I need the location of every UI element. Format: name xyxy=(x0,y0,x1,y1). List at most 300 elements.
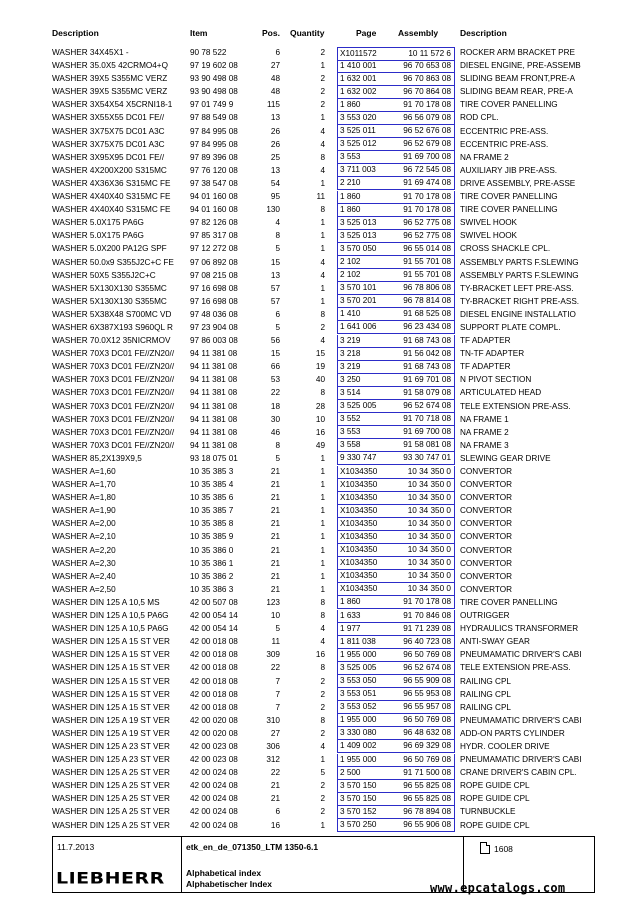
cell-item-number: 42 00 018 08 xyxy=(190,676,238,686)
page-link[interactable]: 1 632 001 xyxy=(337,73,398,86)
assembly-link[interactable]: 96 70 864 08 xyxy=(395,86,455,99)
cell-position: 115 xyxy=(266,100,280,110)
cell-item-number: 94 11 381 08 xyxy=(190,401,238,411)
cell-item-number: 10 35 385 9 xyxy=(190,532,234,542)
cell-position: 21 xyxy=(270,506,280,516)
table-row xyxy=(0,504,640,517)
cell-description: WASHER A=2,50 xyxy=(52,584,116,594)
assembly-link[interactable]: 91 69 701 08 xyxy=(395,374,455,387)
table-row xyxy=(0,557,640,570)
table-row xyxy=(0,740,640,753)
cell-item-number: 94 11 381 08 xyxy=(190,414,238,424)
assembly-link[interactable]: 10 34 350 0 xyxy=(395,583,455,596)
cell-position: 48 xyxy=(270,87,280,97)
table-row xyxy=(0,753,640,766)
assembly-link[interactable]: 10 34 350 0 xyxy=(395,570,455,583)
cell-description: WASHER DIN 125 A 10,5 PA6G xyxy=(52,624,169,634)
cell-description: WASHER A=2,10 xyxy=(52,532,116,542)
cell-item-number: 97 19 602 08 xyxy=(190,61,238,71)
assembly-link[interactable]: 96 78 814 08 xyxy=(395,295,455,308)
cell-position: 26 xyxy=(270,126,280,136)
page-link[interactable]: 1 410 001 xyxy=(337,60,398,73)
page-link[interactable]: X1034350 xyxy=(337,492,398,505)
assembly-link[interactable]: 93 30 747 01 xyxy=(395,452,455,465)
cell-item-number: 42 00 507 08 xyxy=(190,597,238,607)
cell-position: 15 xyxy=(270,349,280,359)
cell-description: WASHER 70X3 DC01 FE//ZN20// xyxy=(52,440,175,450)
page-link[interactable]: 3 553 051 xyxy=(337,688,398,701)
assembly-link[interactable]: 10 34 350 0 xyxy=(395,466,455,479)
cell-description: WASHER DIN 125 A 10,5 MS xyxy=(52,597,160,607)
cell-item-number: 42 00 018 08 xyxy=(190,689,238,699)
assembly-link[interactable]: 96 52 674 08 xyxy=(395,400,455,413)
cell-description: WASHER 5.0X175 PA6G xyxy=(52,231,144,241)
cell-quantity: 1 xyxy=(320,61,325,71)
cell-description: WASHER DIN 125 A 15 ST VER xyxy=(52,689,170,699)
assembly-link[interactable]: 91 58 081 08 xyxy=(395,439,455,452)
cell-quantity: 1 xyxy=(320,755,325,765)
table-row xyxy=(0,819,640,832)
cell-position: 27 xyxy=(270,61,280,71)
cell-position: 123 xyxy=(266,597,280,607)
page-link[interactable]: 1 641 006 xyxy=(337,321,398,334)
cell-position: 48 xyxy=(270,74,280,84)
table-row xyxy=(0,295,640,308)
cell-item-number: 97 48 036 08 xyxy=(190,309,238,319)
table-row xyxy=(0,98,640,111)
footer-title-german: Alphabetischer Index xyxy=(186,879,272,889)
page-link[interactable]: X1034350 xyxy=(337,466,398,479)
cell-quantity: 2 xyxy=(320,322,325,332)
table-row xyxy=(0,661,640,674)
assembly-link[interactable]: 91 70 178 08 xyxy=(395,204,455,217)
cell-quantity: 2 xyxy=(320,48,325,57)
cell-quantity: 2 xyxy=(320,702,325,712)
cell-quantity: 28 xyxy=(315,401,325,411)
cell-assembly-description: ROPE GUIDE CPL xyxy=(460,781,530,791)
cell-assembly-description: TIRE COVER PANELLING xyxy=(460,597,558,607)
cell-quantity: 4 xyxy=(320,257,325,267)
table-row xyxy=(0,151,640,164)
page-link[interactable]: 3 570 152 xyxy=(337,806,398,819)
cell-item-number: 10 35 386 1 xyxy=(190,558,234,568)
cell-assembly-description: CONVERTOR xyxy=(460,506,513,516)
assembly-link[interactable]: 96 55 909 08 xyxy=(395,675,455,688)
table-row xyxy=(0,334,640,347)
assembly-link[interactable]: 91 55 701 08 xyxy=(395,269,455,282)
cell-description: WASHER 70.0X12 35NICRMOV xyxy=(52,336,171,346)
page-link[interactable]: 3 525 005 xyxy=(337,662,398,675)
cell-item-number: 97 86 003 08 xyxy=(190,336,238,346)
cell-assembly-description: RAILING CPL xyxy=(460,676,511,686)
page-link[interactable]: X1034350 xyxy=(337,479,398,492)
cell-item-number: 42 00 018 08 xyxy=(190,702,238,712)
table-row xyxy=(0,111,640,124)
cell-position: 21 xyxy=(270,545,280,555)
page-link[interactable]: 3 553 050 xyxy=(337,675,398,688)
cell-item-number: 10 35 385 8 xyxy=(190,519,234,529)
table-row xyxy=(0,622,640,635)
cell-position: 5 xyxy=(275,322,280,332)
assembly-link[interactable]: 96 48 632 08 xyxy=(395,727,455,740)
cell-assembly-description: ROPE GUIDE CPL xyxy=(460,794,530,804)
page-link[interactable]: 1 409 002 xyxy=(337,740,398,753)
cell-item-number: 94 11 381 08 xyxy=(190,375,238,385)
page-link[interactable]: 3 219 xyxy=(337,335,398,348)
table-row xyxy=(0,596,640,609)
cell-description: WASHER DIN 125 A 23 ST VER xyxy=(52,741,170,751)
cell-assembly-description: RAILING CPL xyxy=(460,689,511,699)
page-link[interactable]: 3 711 003 xyxy=(337,164,398,177)
cell-item-number: 10 35 385 7 xyxy=(190,506,234,516)
table-row xyxy=(0,570,640,583)
page-link[interactable]: X1034350 xyxy=(337,505,398,518)
cell-description: WASHER 4X40X40 S315MC FE xyxy=(52,192,171,202)
page-link[interactable]: 3 570 150 xyxy=(337,780,398,793)
table-row xyxy=(0,360,640,373)
cell-position: 15 xyxy=(270,257,280,267)
cell-item-number: 97 38 547 08 xyxy=(190,178,238,188)
cell-item-number: 93 90 498 08 xyxy=(190,74,238,84)
cell-quantity: 1 xyxy=(320,296,325,306)
cell-position: 7 xyxy=(275,676,280,686)
table-row xyxy=(0,256,640,269)
assembly-link[interactable]: 10 34 350 0 xyxy=(395,531,455,544)
table-row xyxy=(0,805,640,818)
cell-assembly-description: ARTICULATED HEAD xyxy=(460,388,542,398)
cell-assembly-description: CONVERTOR xyxy=(460,532,513,542)
cell-item-number: 42 00 023 08 xyxy=(190,755,238,765)
assembly-link[interactable]: 96 55 014 08 xyxy=(395,243,455,256)
cell-position: 6 xyxy=(275,48,280,57)
cell-description: WASHER DIN 125 A 10,5 PA6G xyxy=(52,611,169,621)
assembly-link[interactable]: 96 70 653 08 xyxy=(395,60,455,73)
cell-item-number: 97 08 215 08 xyxy=(190,270,238,280)
page-link[interactable]: 3 553 052 xyxy=(337,701,398,714)
table-row xyxy=(0,125,640,138)
cell-position: 7 xyxy=(275,689,280,699)
cell-assembly-description: TIRE COVER PANELLING xyxy=(460,192,558,202)
assembly-link[interactable]: 96 72 545 08 xyxy=(395,164,455,177)
cell-position: 21 xyxy=(270,480,280,490)
table-row xyxy=(0,727,640,740)
table-row xyxy=(0,242,640,255)
cell-assembly-description: OUTRIGGER xyxy=(460,611,510,621)
page-link[interactable]: 3 514 xyxy=(337,387,398,400)
watermark-url: www.epcatalogs.com xyxy=(430,881,566,895)
cell-item-number: 10 35 385 3 xyxy=(190,467,234,476)
page-link[interactable]: 3 553 xyxy=(337,426,398,439)
assembly-link[interactable]: 96 55 825 08 xyxy=(395,780,455,793)
cell-description: WASHER 39X5 S355MC VERZ xyxy=(52,74,168,84)
assembly-link[interactable]: 91 69 700 08 xyxy=(395,151,455,164)
table-row xyxy=(0,138,640,151)
cell-position: 22 xyxy=(270,663,280,673)
cell-item-number: 42 00 024 08 xyxy=(190,807,238,817)
assembly-link[interactable]: 91 55 701 08 xyxy=(395,256,455,269)
assembly-link[interactable]: 91 70 178 08 xyxy=(395,191,455,204)
assembly-link[interactable]: 91 68 525 08 xyxy=(395,308,455,321)
cell-description: WASHER DIN 125 A 25 ST VER xyxy=(52,781,170,791)
cell-quantity: 1 xyxy=(320,584,325,594)
assembly-link[interactable]: 10 34 350 0 xyxy=(395,544,455,557)
cell-position: 10 xyxy=(270,611,280,621)
page-link[interactable]: 3 553 xyxy=(337,151,398,164)
page-link[interactable]: 3 219 xyxy=(337,361,398,374)
table-row xyxy=(0,452,640,465)
assembly-link[interactable]: 96 69 329 08 xyxy=(395,740,455,753)
cell-quantity: 1 xyxy=(320,545,325,555)
cell-position: 22 xyxy=(270,388,280,398)
page-link[interactable]: 3 250 xyxy=(337,374,398,387)
assembly-link[interactable]: 91 70 846 08 xyxy=(395,610,455,623)
cell-description: WASHER A=1,60 xyxy=(52,467,116,476)
cell-item-number: 97 76 120 08 xyxy=(190,165,238,175)
page-link[interactable]: 3 570 201 xyxy=(337,295,398,308)
page-link[interactable]: 2 102 xyxy=(337,256,398,269)
cell-position: 8 xyxy=(275,440,280,450)
page-link[interactable]: 2 210 xyxy=(337,177,398,190)
assembly-link[interactable]: 96 50 769 08 xyxy=(395,649,455,662)
page-link[interactable]: X1034350 xyxy=(337,570,398,583)
footer-title-english: Alphabetical index xyxy=(186,868,262,878)
cell-item-number: 10 35 385 4 xyxy=(190,480,234,490)
page-link[interactable]: 1 633 xyxy=(337,610,398,623)
cell-position: 56 xyxy=(270,336,280,346)
cell-assembly-description: NA FRAME 2 xyxy=(460,427,509,437)
assembly-link[interactable]: 10 34 350 0 xyxy=(395,557,455,570)
cell-item-number: 42 00 018 08 xyxy=(190,663,238,673)
assembly-link[interactable]: 96 55 953 08 xyxy=(395,688,455,701)
table-row xyxy=(0,426,640,439)
assembly-link[interactable]: 96 70 863 08 xyxy=(395,73,455,86)
assembly-link[interactable]: 10 11 572 6 xyxy=(395,47,455,61)
assembly-link[interactable]: 96 52 679 08 xyxy=(395,138,455,151)
assembly-link[interactable]: 96 55 906 08 xyxy=(395,819,455,832)
cell-position: 4 xyxy=(275,218,280,228)
page-link[interactable]: 1 811 038 xyxy=(337,636,398,649)
assembly-link[interactable]: 96 52 775 08 xyxy=(395,230,455,243)
cell-description: WASHER 5.0X175 PA6G xyxy=(52,218,144,228)
assembly-link[interactable]: 96 52 674 08 xyxy=(395,662,455,675)
page-link[interactable]: X1011572 xyxy=(337,47,398,61)
page-link[interactable]: 1 977 xyxy=(337,623,398,636)
cell-assembly-description: DIESEL ENGINE INSTALLATIO xyxy=(460,309,576,319)
cell-assembly-description: CONVERTOR xyxy=(460,519,513,529)
page-link[interactable]: 3 570 050 xyxy=(337,243,398,256)
cell-description: WASHER 70X3 DC01 FE//ZN20// xyxy=(52,401,175,411)
assembly-link[interactable]: 91 56 042 08 xyxy=(395,348,455,361)
page-link[interactable]: 3 525 012 xyxy=(337,138,398,151)
cell-position: 312 xyxy=(266,755,280,765)
cell-position: 22 xyxy=(270,768,280,778)
assembly-link[interactable]: 91 68 743 08 xyxy=(395,361,455,374)
cell-quantity: 15 xyxy=(315,349,325,359)
page-link[interactable]: 2 102 xyxy=(337,269,398,282)
cell-quantity: 4 xyxy=(320,270,325,280)
page-link[interactable]: 3 525 013 xyxy=(337,230,398,243)
cell-assembly-description: CONVERTOR xyxy=(460,558,513,568)
cell-quantity: 4 xyxy=(320,637,325,647)
table-row xyxy=(0,792,640,805)
cell-position: 18 xyxy=(270,401,280,411)
cell-quantity: 2 xyxy=(320,74,325,84)
page-link[interactable]: 3 218 xyxy=(337,348,398,361)
cell-quantity: 1 xyxy=(320,178,325,188)
cell-description: WASHER A=1,80 xyxy=(52,493,116,503)
table-row xyxy=(0,308,640,321)
cell-position: 21 xyxy=(270,519,280,529)
assembly-link[interactable]: 96 23 434 08 xyxy=(395,321,455,334)
assembly-link[interactable]: 96 40 723 08 xyxy=(395,636,455,649)
cell-assembly-description: TY-BRACKET RIGHT PRE-ASS. xyxy=(460,296,580,306)
cell-position: 46 xyxy=(270,427,280,437)
page-link[interactable]: 3 570 250 xyxy=(337,819,398,832)
cell-assembly-description: CONVERTOR xyxy=(460,545,513,555)
cell-assembly-description: TELE EXTENSION PRE-ASS. xyxy=(460,663,571,673)
page-link[interactable]: 1 955 000 xyxy=(337,714,398,727)
cell-position: 26 xyxy=(270,139,280,149)
page-link[interactable]: 9 330 747 xyxy=(337,452,398,465)
cell-quantity: 2 xyxy=(320,87,325,97)
cell-position: 11 xyxy=(271,637,280,647)
cell-assembly-description: NA FRAME 1 xyxy=(460,414,509,424)
page-link[interactable]: X1034350 xyxy=(337,583,398,596)
page-link[interactable]: 3 330 080 xyxy=(337,727,398,740)
assembly-link[interactable]: 91 70 718 08 xyxy=(395,413,455,426)
assembly-link[interactable]: 91 69 700 08 xyxy=(395,426,455,439)
cell-quantity: 2 xyxy=(320,728,325,738)
assembly-link[interactable]: 96 55 825 08 xyxy=(395,793,455,806)
cell-description: WASHER A=2,40 xyxy=(52,571,116,581)
cell-assembly-description: PNEUMAMATIC DRIVER'S CABI xyxy=(460,715,582,725)
cell-quantity: 8 xyxy=(320,205,325,215)
table-row xyxy=(0,190,640,203)
assembly-link[interactable]: 91 68 743 08 xyxy=(395,335,455,348)
assembly-link[interactable]: 10 34 350 0 xyxy=(395,479,455,492)
page-link[interactable]: X1034350 xyxy=(337,544,398,557)
cell-item-number: 10 35 386 2 xyxy=(190,571,234,581)
page-link[interactable]: 1 860 xyxy=(337,596,398,609)
assembly-link[interactable]: 10 34 350 0 xyxy=(395,492,455,505)
page-link[interactable]: 3 570 150 xyxy=(337,793,398,806)
cell-quantity: 8 xyxy=(320,663,325,673)
cell-description: WASHER 4X200X200 S315MC xyxy=(52,165,167,175)
page-link[interactable]: 3 558 xyxy=(337,439,398,452)
page-link[interactable]: 3 525 005 xyxy=(337,400,398,413)
assembly-link[interactable]: 91 58 079 08 xyxy=(395,387,455,400)
page-link[interactable]: 3 553 020 xyxy=(337,112,398,125)
cell-description: WASHER 50.0x9 S355J2C+C FE xyxy=(52,257,174,267)
table-row xyxy=(0,321,640,334)
assembly-link[interactable]: 96 55 957 08 xyxy=(395,701,455,714)
page-link[interactable]: 1 955 000 xyxy=(337,754,398,767)
page-icon xyxy=(480,842,490,854)
cell-quantity: 4 xyxy=(320,165,325,175)
cell-assembly-description: PNEUMAMATIC DRIVER'S CABI xyxy=(460,755,582,765)
cell-description: WASHER 3X75X75 DC01 A3C xyxy=(52,126,165,136)
cell-description: WASHER 70X3 DC01 FE//ZN20// xyxy=(52,362,175,372)
page-link[interactable]: 1 860 xyxy=(337,204,398,217)
assembly-link[interactable]: 91 70 178 08 xyxy=(395,596,455,609)
col-header-page: Page xyxy=(356,28,377,38)
cell-quantity: 11 xyxy=(316,192,325,202)
assembly-link[interactable]: 96 78 806 08 xyxy=(395,282,455,295)
cell-assembly-description: TIRE COVER PANELLING xyxy=(460,205,558,215)
assembly-link[interactable]: 91 70 178 08 xyxy=(395,99,455,112)
cell-description: WASHER 70X3 DC01 FE//ZN20// xyxy=(52,414,175,424)
page-link[interactable]: 1 410 xyxy=(337,308,398,321)
cell-assembly-description: DRIVE ASSEMBLY, PRE-ASSE xyxy=(460,178,576,188)
col-header-assembly: Assembly xyxy=(398,28,439,38)
assembly-link[interactable]: 10 34 350 0 xyxy=(395,505,455,518)
cell-item-number: 42 00 018 08 xyxy=(190,650,238,660)
cell-description: WASHER 3X54X54 X5CRNI18-1 xyxy=(52,100,173,110)
cell-description: WASHER 3X55X55 DC01 FE// xyxy=(52,113,165,123)
table-row xyxy=(0,465,640,478)
page-link[interactable]: 3 552 xyxy=(337,413,398,426)
table-row xyxy=(0,583,640,596)
page-link[interactable]: 3 570 101 xyxy=(337,282,398,295)
cell-quantity: 8 xyxy=(320,152,325,162)
table-row xyxy=(0,688,640,701)
page-link[interactable]: X1034350 xyxy=(337,531,398,544)
assembly-link[interactable]: 96 52 676 08 xyxy=(395,125,455,138)
table-row xyxy=(0,779,640,792)
page-link[interactable]: X1034350 xyxy=(337,557,398,570)
cell-assembly-description: CRANE DRIVER'S CABIN CPL. xyxy=(460,768,577,778)
cell-description: WASHER 35.0X5 42CRMO4+Q xyxy=(52,61,168,71)
page-link[interactable]: 1 860 xyxy=(337,99,398,112)
page-link[interactable]: 1 860 xyxy=(337,191,398,204)
assembly-link[interactable]: 91 71 500 08 xyxy=(395,767,455,780)
cell-description: WASHER A=1,70 xyxy=(52,480,116,490)
col-header-quantity: Quantity xyxy=(290,28,325,38)
cell-quantity: 1 xyxy=(320,453,325,463)
page-link[interactable]: 2 500 xyxy=(337,767,398,780)
assembly-link[interactable]: 91 69 474 08 xyxy=(395,177,455,190)
cell-quantity: 1 xyxy=(320,480,325,490)
footer-date: 11.7.2013 xyxy=(57,842,95,852)
page-link[interactable]: 1 955 000 xyxy=(337,649,398,662)
table-row xyxy=(0,203,640,216)
cell-position: 66 xyxy=(270,362,280,372)
assembly-link[interactable]: 10 34 350 0 xyxy=(395,518,455,531)
page-link[interactable]: 1 632 002 xyxy=(337,86,398,99)
cell-description: WASHER A=2,20 xyxy=(52,545,116,555)
table-row xyxy=(0,347,640,360)
page-link[interactable]: X1034350 xyxy=(337,518,398,531)
table-row xyxy=(0,413,640,426)
cell-assembly-description: TELE EXTENSION PRE-ASS. xyxy=(460,401,571,411)
cell-description: WASHER DIN 125 A 25 ST VER xyxy=(52,820,170,830)
page-link[interactable]: 3 525 013 xyxy=(337,217,398,230)
footer-page-number xyxy=(480,842,513,854)
cell-quantity: 16 xyxy=(315,650,325,660)
assembly-link[interactable]: 96 50 769 08 xyxy=(395,754,455,767)
assembly-link[interactable]: 96 56 079 08 xyxy=(395,112,455,125)
cell-quantity: 5 xyxy=(320,768,325,778)
cell-item-number: 97 85 317 08 xyxy=(190,231,238,241)
table-row xyxy=(0,59,640,72)
assembly-link[interactable]: 96 50 769 08 xyxy=(395,714,455,727)
cell-quantity: 4 xyxy=(320,139,325,149)
assembly-link[interactable]: 96 52 775 08 xyxy=(395,217,455,230)
cell-quantity: 1 xyxy=(320,244,325,254)
assembly-link[interactable]: 96 78 894 08 xyxy=(395,806,455,819)
assembly-link[interactable]: 91 71 239 08 xyxy=(395,623,455,636)
page-link[interactable]: 3 525 011 xyxy=(337,125,398,138)
